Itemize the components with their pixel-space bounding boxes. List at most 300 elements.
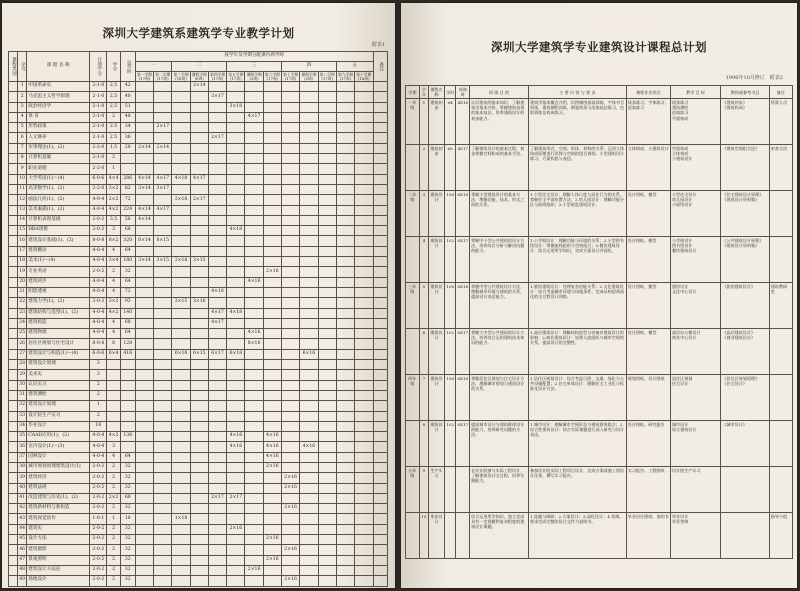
semester-cell — [208, 370, 226, 380]
semester-cell: 4×17 — [245, 112, 263, 122]
semester-cell — [172, 545, 190, 555]
hours-cell: 108 — [444, 191, 456, 237]
semester-cell — [281, 174, 299, 184]
semester-cell — [318, 133, 336, 143]
semester-cell — [263, 390, 281, 400]
semester-cell: 3×16 — [190, 298, 208, 308]
table-row — [406, 237, 793, 283]
semester-cell: 2×16 — [227, 524, 245, 534]
category-cell — [9, 102, 18, 112]
term-cell: 三年级 — [406, 283, 420, 329]
semester-cell — [318, 143, 336, 153]
credits-cell: 4 — [107, 277, 120, 287]
semester-cell — [281, 360, 299, 370]
table-row — [9, 143, 388, 153]
semester-cell: 4×17 — [154, 174, 172, 184]
semester-cell — [190, 514, 208, 524]
category-cell — [9, 246, 18, 256]
semester-cell — [263, 370, 281, 380]
course-name: 园林设计 — [27, 452, 90, 462]
semester-cell: 6×18 — [227, 349, 245, 359]
row-number: 16 — [18, 236, 27, 246]
semester-cell: 4×16 — [263, 442, 281, 452]
semester-cell: 4×16 — [245, 329, 263, 339]
note-cell: 建筑教研室 — [769, 283, 792, 329]
note-cell — [373, 164, 388, 174]
semester-cell — [190, 339, 208, 349]
semester-cell — [154, 287, 172, 297]
form-cell: 设计图纸、研究报告 — [626, 421, 670, 467]
semester-cell — [135, 473, 153, 483]
form-cell: 立体构成、小建筑设计 — [626, 145, 670, 191]
table-row — [9, 112, 388, 122]
semester-cell — [135, 226, 153, 236]
semester-cell — [336, 421, 354, 431]
note-cell — [373, 370, 388, 380]
semester-cell — [300, 112, 318, 122]
target-cell: 设计院生产实习 — [670, 467, 720, 513]
hours-cell: 64 — [120, 329, 135, 339]
target-cell: 线条练习 建筑测绘 渲染练习 平面构成 — [670, 99, 720, 145]
semester-cell — [172, 380, 190, 390]
semester-cell — [355, 473, 373, 483]
hours-cell: 286 — [120, 174, 135, 184]
form-cell: 设计图纸、模型 — [626, 329, 670, 375]
semester-cell — [355, 493, 373, 503]
semester-cell — [281, 143, 299, 153]
semester-cell — [172, 112, 190, 122]
semester-header: 第八学期(17周) — [319, 71, 335, 81]
semester-cell — [300, 246, 318, 256]
target-cell: 高层办公楼设计 商业中心设计 — [670, 329, 720, 375]
semester-cell — [135, 308, 153, 318]
table-row — [9, 442, 388, 452]
semester-cell: 4×17 — [154, 205, 172, 215]
score-type-cell: 1 — [90, 401, 107, 411]
semester-cell — [135, 565, 153, 575]
semester-cell: 2×14 — [154, 143, 172, 153]
semester-cell — [135, 380, 153, 390]
score-type-cell: 2 — [90, 411, 107, 421]
semester-cell — [190, 473, 208, 483]
row-number: 9 — [18, 164, 27, 174]
row-number: 14 — [18, 215, 27, 225]
score-type-cell: 2-0-2 — [90, 524, 107, 534]
semester-cell — [263, 246, 281, 256]
note-cell — [373, 82, 388, 92]
books-cell: 《公共建筑设计原理》 《建筑设计资料集》 — [721, 237, 769, 283]
hours-cell — [120, 411, 135, 421]
row-number: 4 — [18, 112, 27, 122]
semester-cell — [227, 123, 245, 133]
column-header: 训 练 目 的 — [470, 86, 529, 99]
semester-cell — [135, 504, 153, 514]
semester-cell — [336, 493, 354, 503]
semester-cell — [172, 473, 190, 483]
hours-cell: 136 — [120, 432, 135, 442]
design-course-table — [405, 85, 793, 559]
row-number: 17 — [18, 246, 27, 256]
semester-cell — [281, 565, 299, 575]
semester-cell — [135, 112, 153, 122]
header-course: 课 程 名 称 — [27, 52, 90, 82]
semester-cell — [135, 401, 153, 411]
note-cell — [769, 375, 792, 421]
hours-cell: 102 — [444, 421, 456, 467]
hours-cell: 32 — [120, 504, 135, 514]
semester-cell — [318, 102, 336, 112]
category-cell — [9, 390, 18, 400]
term-cell — [406, 329, 420, 375]
hours-cell — [120, 360, 135, 370]
semester-cell — [190, 102, 208, 112]
name-cell: 建筑设计 — [429, 283, 445, 329]
score-type-cell: 6-0-6 — [90, 174, 107, 184]
semester-cell — [300, 535, 318, 545]
category-cell — [9, 143, 18, 153]
semester-cell — [281, 401, 299, 411]
semester-cell — [355, 205, 373, 215]
semester-cell — [154, 545, 172, 555]
semester-cell — [263, 82, 281, 92]
semester-cell — [263, 473, 281, 483]
table-row — [9, 257, 388, 267]
score-type-cell: 4-0-4 — [90, 318, 107, 328]
semester-header: 第一学期(17周) — [136, 71, 153, 81]
semester-cell — [355, 380, 373, 390]
semester-cell — [208, 215, 226, 225]
course-name: 建筑设计与构造(1)～(4) — [27, 349, 90, 359]
semester-cell: 4×16 — [227, 442, 245, 452]
note-cell — [373, 257, 388, 267]
semester-cell: 2×16 — [263, 267, 281, 277]
credits-cell — [107, 390, 120, 400]
target-cell: 小型住宅设计 幼儿园设计 小展馆设计 — [670, 191, 720, 237]
semester-cell — [208, 154, 226, 164]
semester-cell — [318, 452, 336, 462]
semester-cell — [245, 102, 263, 112]
semester-cell — [263, 102, 281, 112]
hours-cell: 108 — [444, 375, 456, 421]
semester-cell — [245, 215, 263, 225]
note-cell — [373, 514, 388, 524]
course-name: 建筑设计方法论 — [27, 565, 90, 575]
note-cell — [769, 329, 792, 375]
hours-cell — [120, 380, 135, 390]
course-name: 建筑法规 — [27, 483, 90, 493]
course-name: 建筑视觉创作 — [27, 514, 90, 524]
note-cell — [373, 154, 388, 164]
semester-cell — [190, 370, 208, 380]
semester-cell — [300, 370, 318, 380]
semester-cell — [227, 267, 245, 277]
semester-cell — [281, 318, 299, 328]
score-type-cell: 2-0-2 — [90, 473, 107, 483]
course-name: 马克思主义哲学原理 — [27, 92, 90, 102]
books-cell: 《旅馆建筑设计》 — [721, 283, 769, 329]
semester-cell — [190, 565, 208, 575]
semester-cell — [172, 277, 190, 287]
semester-cell — [190, 133, 208, 143]
semester-cell — [154, 339, 172, 349]
semester-cell — [300, 257, 318, 267]
course-name: 建筑设计原理 — [27, 360, 90, 370]
semester-cell — [318, 277, 336, 287]
semester-cell — [318, 442, 336, 452]
name-cell: 建筑初步 — [429, 99, 445, 145]
hours-cell: 64 — [120, 246, 135, 256]
name-cell: 建筑初步 — [429, 145, 445, 191]
table-row — [9, 473, 388, 483]
semester-cell — [245, 133, 263, 143]
semester-cell: 2×16 — [245, 565, 263, 575]
semester-cell — [172, 401, 190, 411]
table-row — [9, 535, 388, 545]
credits-cell: 4 — [107, 246, 120, 256]
goal-cell: 掌握大中型公共建筑的设计方法，培养综合运用建筑技术知识的能力。 — [470, 329, 529, 375]
hours-cell: 51 — [120, 102, 135, 112]
semester-cell — [135, 154, 153, 164]
hours-cell — [120, 401, 135, 411]
name-cell: 建筑设计 — [429, 421, 445, 467]
credits-cell: 4 — [107, 452, 120, 462]
semester-cell — [318, 112, 336, 122]
header-hours: 总学时 — [120, 52, 135, 82]
row-number: 10 — [18, 174, 27, 184]
semester-cell — [227, 277, 245, 287]
semester-cell — [355, 504, 373, 514]
semester-cell — [135, 390, 153, 400]
name-cell: 建筑设计 — [429, 375, 445, 421]
semester-cell — [318, 462, 336, 472]
semester-cell — [190, 308, 208, 318]
term-cell: 四年级 — [406, 375, 420, 421]
course-name: 专业英语 — [27, 267, 90, 277]
semester-cell — [281, 112, 299, 122]
credits-cell: 4×2 — [107, 205, 120, 215]
semester-cell — [263, 277, 281, 287]
year-cell: 7 — [419, 375, 428, 421]
score-type-cell: 4-0-4 — [90, 277, 107, 287]
left-corner-note: 附表1 — [371, 42, 385, 48]
semester-cell — [227, 92, 245, 102]
note-cell — [373, 473, 388, 483]
semester-cell — [154, 267, 172, 277]
semester-cell — [135, 370, 153, 380]
target-cell: 居住区规划 住宅设计 — [670, 375, 720, 421]
semester-cell — [208, 452, 226, 462]
semester-cell: 4×17 — [208, 308, 226, 318]
category-cell — [9, 154, 18, 164]
semester-cell: 3×14 — [135, 257, 153, 267]
semester-cell — [300, 82, 318, 92]
semester-cell: 2×16 — [281, 473, 299, 483]
semester-cell: 4×16 — [227, 432, 245, 442]
semester-cell — [208, 545, 226, 555]
category-cell — [9, 504, 18, 514]
semester-cell — [336, 133, 354, 143]
semester-cell — [245, 504, 263, 514]
semester-cell: 4×16 — [300, 442, 318, 452]
note-cell — [373, 360, 388, 370]
weekly-cell: 6X18 — [456, 375, 470, 421]
note-cell — [373, 493, 388, 503]
course-name: 认识实习 — [27, 380, 90, 390]
semester-cell — [318, 524, 336, 534]
course-name: 计算机基础 — [27, 154, 90, 164]
course-name: 建筑史 — [27, 524, 90, 534]
hours-cell — [444, 513, 456, 559]
semester-cell — [245, 452, 263, 462]
weekly-cell: 6X17 — [456, 421, 470, 467]
semester-cell — [208, 442, 226, 452]
semester-cell — [355, 277, 373, 287]
semester-cell — [336, 257, 354, 267]
semester-cell — [355, 154, 373, 164]
score-type-cell: 8-0-8 — [90, 339, 107, 349]
semester-cell — [154, 535, 172, 545]
semester-cell — [154, 462, 172, 472]
semester-cell — [336, 287, 354, 297]
semester-cell — [227, 370, 245, 380]
semester-cell — [227, 545, 245, 555]
semester-cell — [336, 411, 354, 421]
name-cell: 生产实习 — [429, 467, 445, 513]
semester-cell — [227, 257, 245, 267]
goal-cell: 掌握居住区规划与住宅设计方法，理解城市规划与建筑设计的关系。 — [470, 375, 529, 421]
note-cell — [373, 421, 388, 431]
semester-cell — [355, 143, 373, 153]
credits-cell: 3×2 — [107, 298, 120, 308]
semester-cell — [190, 535, 208, 545]
table-row — [406, 283, 793, 329]
semester-cell — [208, 473, 226, 483]
semester-cell: 8×16 — [245, 339, 263, 349]
note-cell — [373, 504, 388, 514]
score-type-cell: 4-0-4 — [90, 452, 107, 462]
semester-cell — [190, 154, 208, 164]
semester-cell — [355, 452, 373, 462]
semester-cell — [154, 555, 172, 565]
semester-cell — [355, 432, 373, 442]
semester-cell — [355, 267, 373, 277]
credits-cell: 8×2 — [107, 236, 120, 246]
semester-cell — [208, 123, 226, 133]
semester-cell — [208, 421, 226, 431]
semester-header: 第十学期(18周) — [356, 71, 372, 81]
semester-cell — [135, 267, 153, 277]
semester-cell — [190, 524, 208, 534]
credits-cell: 4×2 — [107, 432, 120, 442]
score-type-cell: 2-2-0 — [90, 184, 107, 194]
semester-cell — [172, 329, 190, 339]
table-row — [9, 401, 388, 411]
semester-cell — [318, 215, 336, 225]
semester-cell — [300, 277, 318, 287]
semester-cell — [355, 514, 373, 524]
row-number: 38 — [18, 462, 27, 472]
semester-cell — [300, 493, 318, 503]
semester-cell: 8×15 — [154, 236, 172, 246]
semester-cell — [355, 462, 373, 472]
semester-cell — [336, 174, 354, 184]
term-cell: 一年级 — [406, 99, 420, 145]
target-cell: 城市设计 综合建筑设计 — [670, 421, 720, 467]
semester-cell — [336, 318, 354, 328]
semester-cell — [281, 267, 299, 277]
course-name: 建筑经济 — [27, 473, 90, 483]
semester-header: 第五学期(17周) — [228, 71, 244, 81]
score-type-cell: 2-0-2 — [90, 226, 107, 236]
semester-cell — [208, 483, 226, 493]
semester-cell — [336, 442, 354, 452]
note-cell — [373, 267, 388, 277]
semester-cell — [281, 298, 299, 308]
row-number: 6 — [18, 133, 27, 143]
semester-cell — [227, 112, 245, 122]
semester-cell — [263, 576, 281, 586]
year-cell: 8 — [419, 421, 428, 467]
semester-cell — [263, 236, 281, 246]
semester-cell — [135, 339, 153, 349]
category-cell — [9, 329, 18, 339]
semester-cell — [281, 308, 299, 318]
hours-cell: 48 — [120, 112, 135, 122]
semester-cell — [190, 401, 208, 411]
semester-cell — [208, 504, 226, 514]
term-cell — [406, 237, 420, 283]
category-cell — [9, 267, 18, 277]
semester-cell — [154, 164, 172, 174]
semester-cell — [300, 215, 318, 225]
semester-cell — [318, 380, 336, 390]
header-score-type: 计划学分 — [90, 52, 107, 82]
name-cell: 建筑设计 — [429, 329, 445, 375]
semester-cell — [154, 411, 172, 421]
semester-cell — [154, 452, 172, 462]
semester-cell — [355, 236, 373, 246]
course-name: 建筑设计原理 — [27, 401, 90, 411]
semester-cell — [172, 555, 190, 565]
semester-cell — [300, 411, 318, 421]
table-row — [9, 565, 388, 575]
hours-cell — [120, 421, 135, 431]
table-row — [9, 411, 388, 421]
score-type-cell: 16 — [90, 421, 107, 431]
row-number: 29 — [18, 370, 27, 380]
semester-cell — [318, 514, 336, 524]
semester-cell — [245, 174, 263, 184]
goal-cell: 提高城市设计与建筑群体设计的能力，培养研究问题的方法。 — [470, 421, 529, 467]
category-cell — [9, 92, 18, 102]
content-cell: 建筑学基本概念介绍，识图制图基础训练，字体书写训练，建筑测绘训练，钢笔线条与渲染技法练习，色彩训练及构成练习。 — [528, 99, 626, 145]
semester-cell — [336, 329, 354, 339]
semester-cell — [190, 164, 208, 174]
table-row — [406, 421, 793, 467]
hours-cell: 32 — [120, 545, 135, 555]
note-cell — [373, 390, 388, 400]
note-cell: 审查方法 — [769, 145, 792, 191]
row-number: 39 — [18, 473, 27, 483]
course-name: CAAD应用(1)、(2) — [27, 432, 90, 442]
category-cell — [9, 545, 18, 555]
semester-cell — [172, 154, 190, 164]
semester-cell — [281, 329, 299, 339]
semester-cell: 3×15 — [154, 257, 172, 267]
semester-cell — [172, 370, 190, 380]
note-cell — [373, 246, 388, 256]
form-cell: 规划图纸、设计图纸 — [626, 375, 670, 421]
